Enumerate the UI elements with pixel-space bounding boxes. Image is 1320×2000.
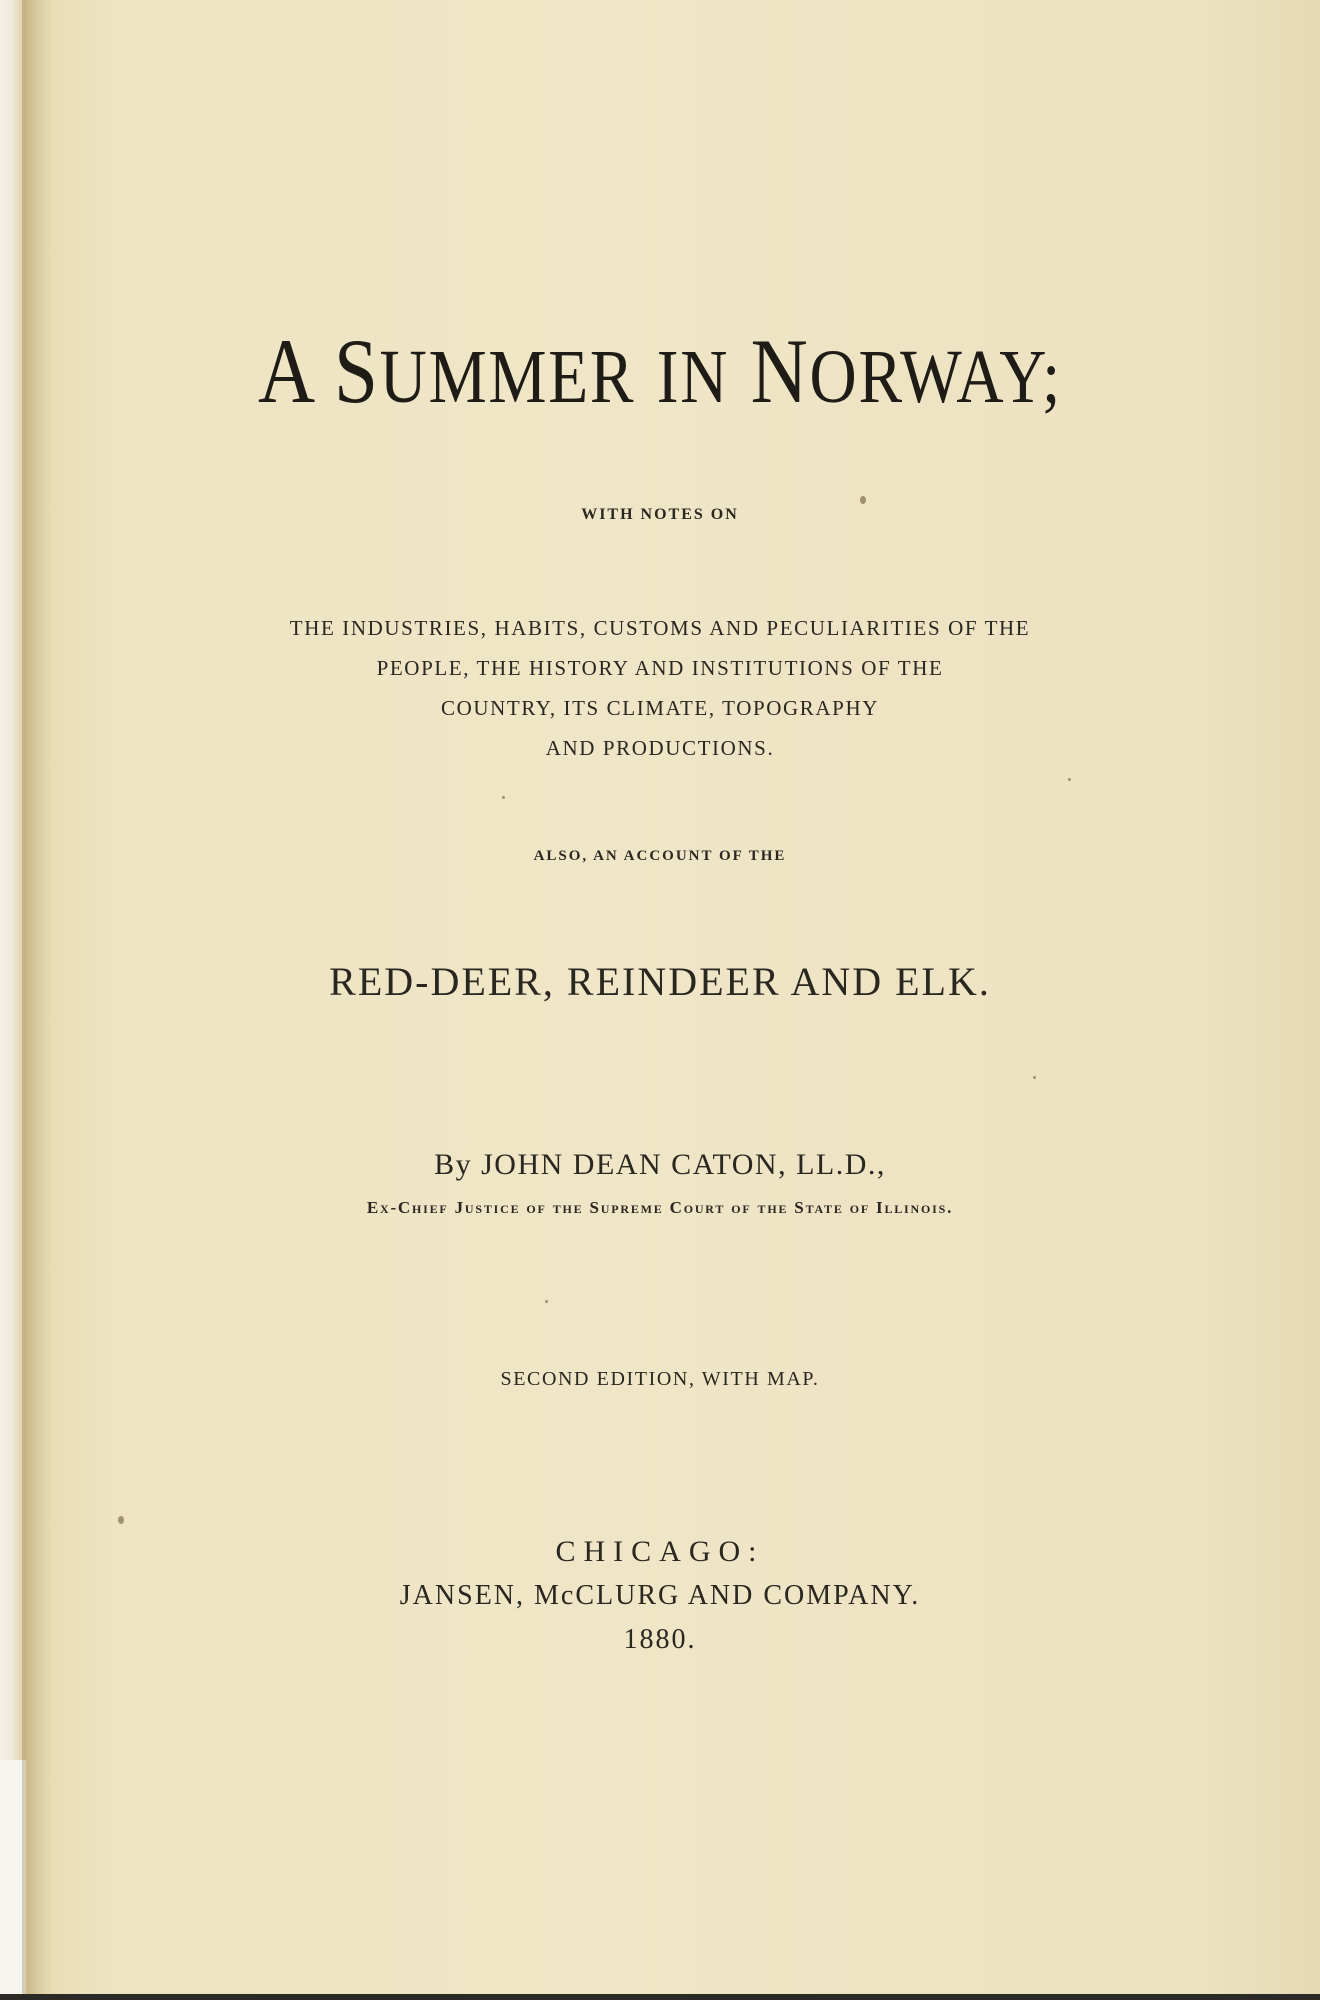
book-title	[92, 318, 1227, 424]
subjects-line: PEOPLE, THE HISTORY AND INSTITUTIONS OF THE	[376, 656, 944, 680]
subjects-line: COUNTRY, ITS CLIMATE, TOPOGRAPHY	[440, 696, 879, 720]
paper-speck	[502, 796, 505, 799]
paper-speck	[545, 1300, 548, 1303]
title-norway-cap: N	[750, 320, 810, 422]
title-word-a: A	[257, 320, 313, 422]
subjects-line: THE INDUSTRIES, HABITS, CUSTOMS AND PECULIARITIES OF THE	[289, 616, 1031, 640]
edition-line: SECOND EDITION, WITH MAP.	[500, 1368, 820, 1390]
title-summer-rest: UMMER	[379, 335, 636, 419]
title-word-summer	[334, 320, 635, 422]
subjects-block	[0, 608, 1320, 768]
publisher-line: JANSEN, McCLURG AND COMPANY.	[399, 1580, 921, 1611]
author-line: By JOHN DEAN CATON, LL.D.,	[434, 1148, 886, 1181]
paper-speck	[1068, 778, 1071, 781]
year-line: 1880.	[623, 1624, 697, 1655]
paper-speck	[860, 496, 866, 504]
also-line: ALSO, AN ACCOUNT OF THE	[533, 848, 787, 864]
paper-speck	[1033, 1076, 1036, 1079]
page-bottom-edge	[0, 1994, 1320, 2000]
subjects-line: AND PRODUCTIONS.	[545, 736, 775, 760]
author-title-line: Ex-Chief Justice of the Supreme Court of the State of Illinois.	[366, 1198, 954, 1217]
title-word-in: IN	[656, 335, 730, 419]
with-notes-line: WITH NOTES ON	[581, 506, 739, 523]
place-line: CHICAGO:	[555, 1535, 765, 1568]
title-word-norway	[751, 320, 1062, 422]
title-norway-rest: ORWAY;	[809, 335, 1063, 419]
title-summer-cap: S	[333, 320, 380, 422]
animals-heading: RED-DEER, REINDEER AND ELK.	[329, 959, 991, 1004]
paper-speck	[118, 1516, 124, 1524]
